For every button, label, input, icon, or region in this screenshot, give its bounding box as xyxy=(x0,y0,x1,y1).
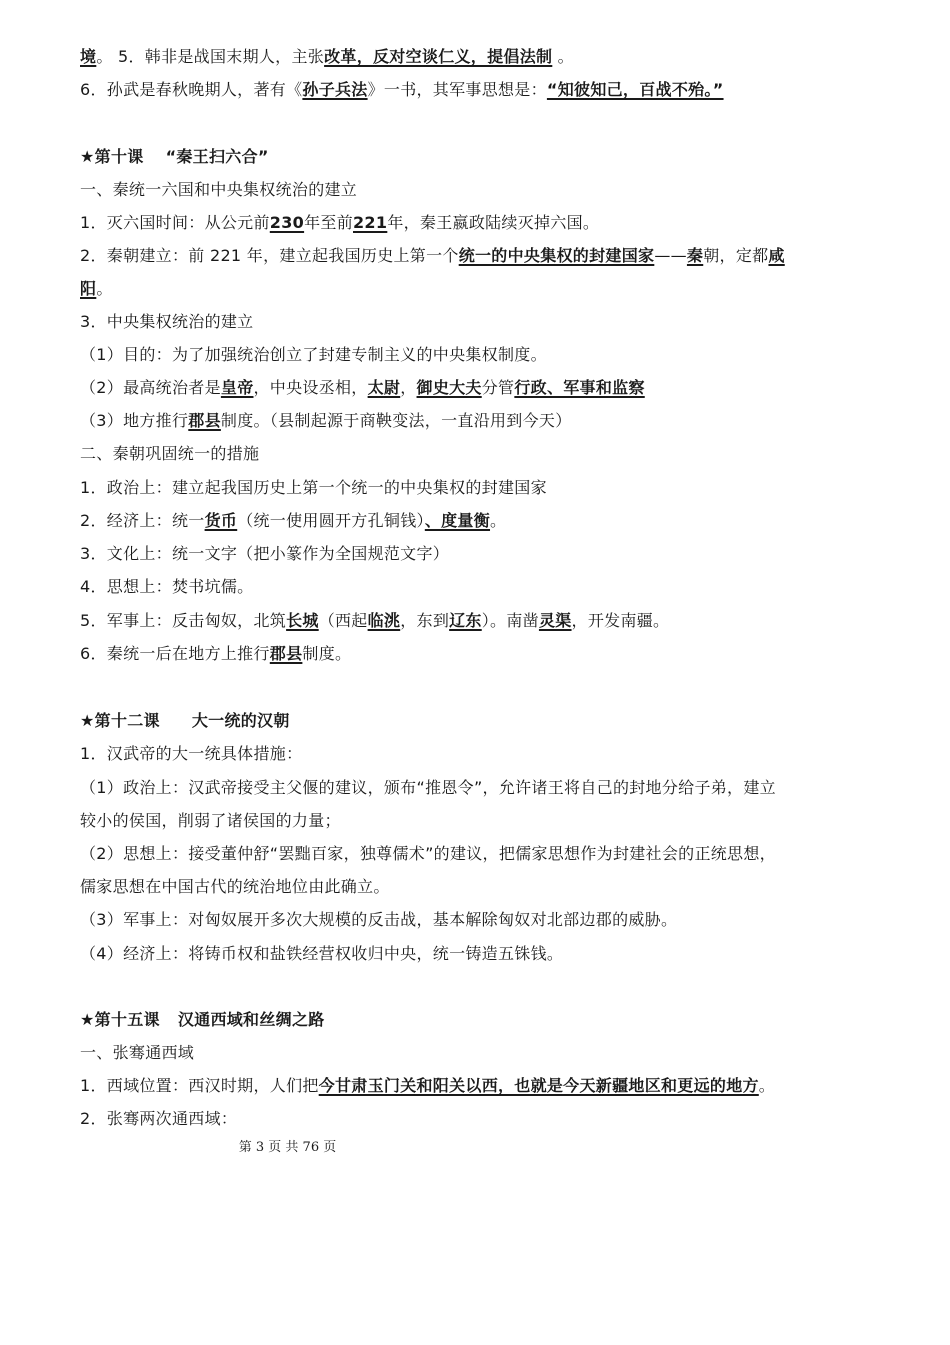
text-run: 制度。（县制起源于商鞅变法，一直沿用到今天） xyxy=(220,411,572,430)
text-line xyxy=(80,940,820,968)
text-line xyxy=(80,308,820,336)
text-run: 3．文化上：统一文字（把小篆作为全国规范文字） xyxy=(80,544,450,563)
star-icon: ★ xyxy=(80,1010,95,1029)
text-run: 》一书，其军事思想是： xyxy=(367,80,547,99)
key-term: 太尉 xyxy=(367,378,401,397)
text-run: （2）思想上：接受董仲舒“罢黜百家，独尊儒术”的建议，把儒家思想作为封建社会的正统思想， xyxy=(80,844,776,863)
key-term: 郡县 xyxy=(188,411,221,430)
text-line xyxy=(80,807,820,835)
star-icon: ★ xyxy=(80,711,95,730)
key-term: 221 xyxy=(353,213,388,232)
text-line xyxy=(80,1072,820,1100)
key-term: 郡县 xyxy=(269,644,303,663)
key-term: 境 xyxy=(80,47,97,66)
section-heading xyxy=(80,1039,820,1067)
text-run: （西起 xyxy=(318,611,368,630)
key-term: 统一的中央集权的封建国家 xyxy=(458,246,655,265)
key-term: 秦 xyxy=(686,246,704,265)
text-line xyxy=(80,76,820,104)
text-line xyxy=(80,906,820,934)
lesson-heading xyxy=(80,707,820,735)
text-run: 4．思想上：焚书坑儒。 xyxy=(80,577,254,596)
key-term: 230 xyxy=(269,213,305,232)
text-run: （1）政治上：汉武帝接受主父偃的建议，颁布“推恩令”，允许诸王将自己的封地分给子弟，建立 xyxy=(80,778,776,797)
text-run: 。 xyxy=(96,279,113,298)
text-run: （1）目的：为了加强统治创立了封建专制主义的中央集权制度。 xyxy=(80,345,547,364)
key-term: 货币 xyxy=(204,511,238,530)
key-term: 改革，反对空谈仁义，提倡法制 xyxy=(324,47,553,66)
text-run: （3）军事上：对匈奴展开多次大规模的反击战，基本解除匈奴对北部边郡的威胁。 xyxy=(80,910,678,929)
text-line xyxy=(80,840,820,868)
key-term: 御史大夫 xyxy=(416,378,482,397)
key-term: 辽东 xyxy=(449,611,482,630)
section-heading xyxy=(80,440,820,468)
text-run: 一、秦统一六国和中央集权统治的建立 xyxy=(80,180,358,199)
text-line xyxy=(80,873,820,901)
key-term: 咸 xyxy=(768,246,785,265)
text-run: ）。南凿 xyxy=(481,611,539,630)
text-line xyxy=(80,1105,820,1133)
text-line xyxy=(80,507,820,535)
text-line xyxy=(80,540,820,568)
text-line xyxy=(80,607,820,635)
lesson-number: 第十五课 xyxy=(94,1010,160,1029)
key-term: “知彼知己，百战不殆。” xyxy=(546,80,724,99)
text-run: 2．秦朝建立：前 221 年，建立起我国历史上第一个 xyxy=(80,246,459,265)
text-line xyxy=(80,209,820,237)
text-line xyxy=(80,573,820,601)
text-line xyxy=(80,242,820,270)
text-line xyxy=(80,341,820,369)
text-line xyxy=(80,374,820,402)
key-term: 灵渠 xyxy=(538,611,572,630)
section-heading xyxy=(80,176,820,204)
text-line xyxy=(80,407,820,435)
text-run: 2．张骞两次通西域： xyxy=(80,1109,238,1128)
text-run: ，中央设丞相， xyxy=(253,378,368,397)
text-line xyxy=(80,774,820,802)
text-run: ，开发南疆。 xyxy=(571,611,670,630)
text-run: 年至前 xyxy=(304,213,353,232)
text-run: 。 xyxy=(490,511,507,530)
text-line xyxy=(80,474,820,502)
key-term: 皇帝 xyxy=(220,378,254,397)
text-run: 较小的侯国，削弱了诸侯国的力量； xyxy=(80,811,341,830)
key-term: 行政、军事和监察 xyxy=(514,378,645,397)
text-run: ， xyxy=(400,378,417,397)
text-run: 朝，定都 xyxy=(703,246,769,265)
lesson-heading xyxy=(80,143,820,171)
key-term: 阳 xyxy=(80,279,97,298)
page-footer: 第 3 页 共 76 页 xyxy=(238,1140,337,1155)
key-term: 临洮 xyxy=(367,611,401,630)
text-run: 6．秦统一后在地方上推行 xyxy=(80,644,270,663)
text-run: 2．经济上：统一 xyxy=(80,511,205,530)
text-run: （2）最高统治者是 xyxy=(80,378,221,397)
text-line xyxy=(80,640,820,668)
text-line xyxy=(80,43,820,71)
lesson-heading xyxy=(80,1006,820,1034)
lesson-title: 汉通西域和丝绸之路 xyxy=(177,1010,325,1029)
text-run: —— xyxy=(654,246,687,265)
lesson-number: 第十课 xyxy=(94,147,144,166)
text-run: 制度。 xyxy=(302,644,352,663)
text-run: 6．孙武是春秋晚期人，著有《 xyxy=(80,80,303,99)
lesson-title: 大一统的汉朝 xyxy=(191,711,290,730)
key-term: 长城 xyxy=(286,611,319,630)
lesson-number: 第十二课 xyxy=(94,711,160,730)
text-run: （统一使用圆开方孔铜钱） xyxy=(237,511,425,530)
text-run: 。 xyxy=(552,47,574,66)
text-run: （3）地方推行 xyxy=(80,411,189,430)
text-run: 5．军事上：反击匈奴，北筑 xyxy=(80,611,287,630)
text-run: 。 5．韩非是战国末期人，主张 xyxy=(96,47,325,66)
star-icon: ★ xyxy=(80,147,95,166)
key-term: 、度量衡 xyxy=(424,511,491,530)
text-run: 二、秦朝巩固统一的措施 xyxy=(80,444,260,463)
key-term: 今甘肃玉门关和阳关以西，也就是今天新疆地区和更远的地方 xyxy=(318,1076,759,1095)
text-run: 1．汉武帝的大一统具体措施： xyxy=(80,744,303,763)
text-run: 年，秦王嬴政陆续灭掉六国。 xyxy=(387,213,600,232)
text-run: 3．中央集权统治的建立 xyxy=(80,312,254,331)
lesson-title: “秦王扫六合” xyxy=(165,147,269,166)
key-term: 孙子兵法 xyxy=(302,80,368,99)
text-run: 一、张骞通西域 xyxy=(80,1043,195,1062)
text-run: 儒家思想在中国古代的统治地位由此确立。 xyxy=(80,877,390,896)
text-run: 1．政治上：建立起我国历史上第一个统一的中央集权的封建国家 xyxy=(80,478,547,497)
text-run: 1．灭六国时间：从公元前 xyxy=(80,213,270,232)
text-run: 1．西域位置：西汉时期，人们把 xyxy=(80,1076,319,1095)
text-run: （4）经济上：将铸币权和盐铁经营权收归中央，统一铸造五铢钱。 xyxy=(80,944,564,963)
text-line xyxy=(80,275,820,303)
text-run: 分管 xyxy=(481,378,515,397)
text-run: 。 xyxy=(758,1076,776,1095)
text-line xyxy=(80,740,820,768)
text-run: ，东到 xyxy=(400,611,450,630)
